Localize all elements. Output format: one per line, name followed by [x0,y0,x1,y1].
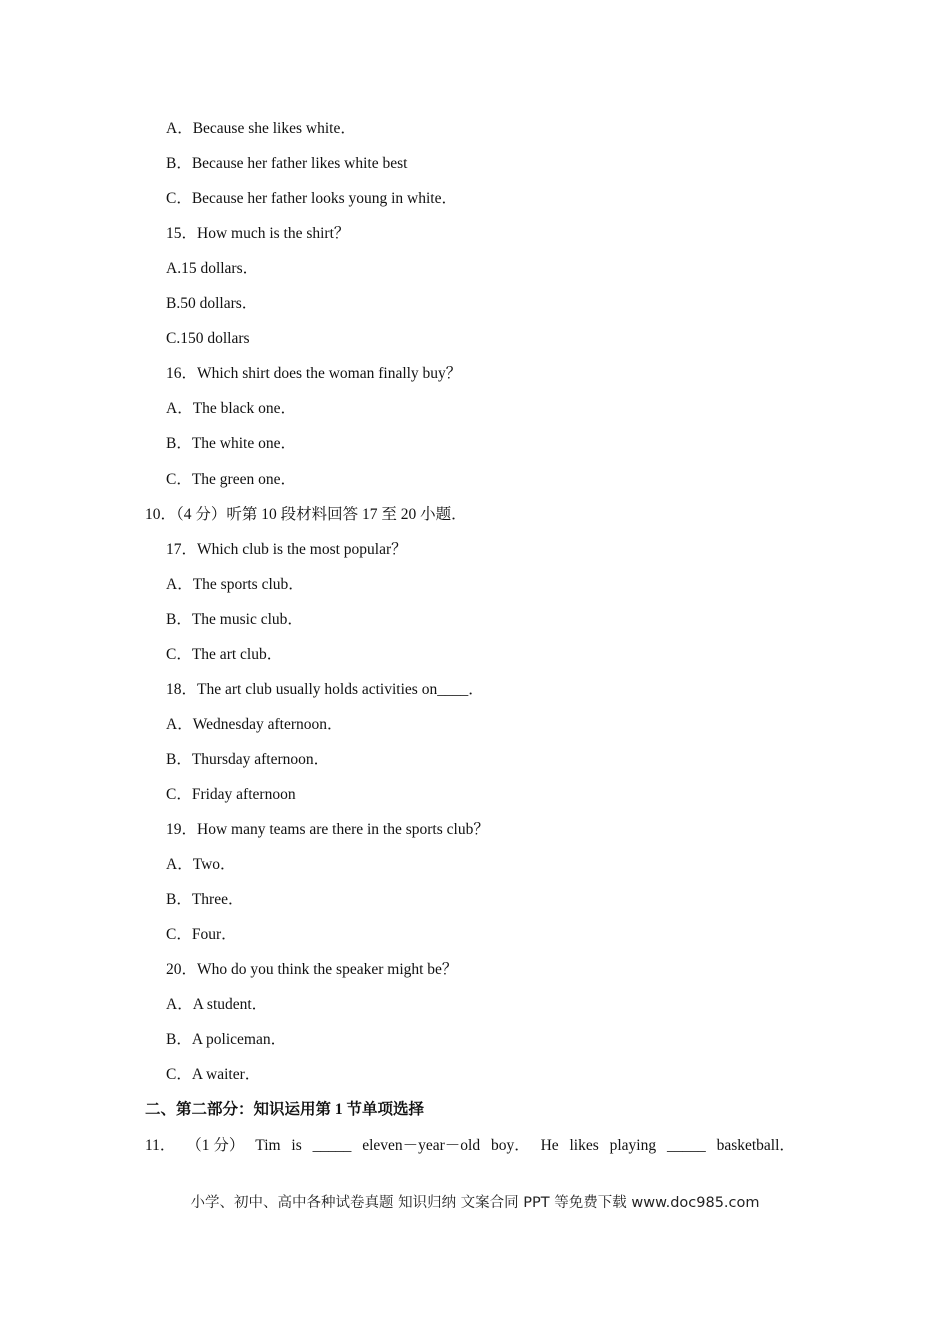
answer-option: C．The green one． [166,470,296,488]
q11-word: likes [569,1137,599,1154]
question-11 [145,1136,795,1156]
section-heading: 二、第二部分：知识运用第 1 节单项选择 [145,1101,425,1118]
answer-option: A．The sports club． [166,575,304,593]
answer-option: B．Thursday afternoon． [166,750,330,768]
answer-option: B．The music club． [166,610,303,628]
question-text: 15．How much is the shirt？ [166,225,350,243]
q11-word: eleven－year－old [362,1137,481,1154]
answer-option: A.15 dollars． [166,260,259,278]
q11-word: He [540,1137,559,1154]
question-text: 20．Who do you think the speaker might be？ [166,961,458,979]
q11-word: basketball． [716,1137,795,1154]
footer-banner: 小学、初中、高中各种试卷真题 知识归纳 文案合同 PPT 等免费下载 www.doc985.com [190,1195,760,1211]
answer-option: A．The black one． [166,400,296,418]
q11-word: （1 分） [186,1137,245,1154]
answer-option: B．Three． [166,891,244,909]
question-item: 10．（4 分）听第 10 段材料回答 17 至 20 小题． [145,505,467,523]
answer-option: A．Because she likes white． [166,120,356,137]
answer-option: B．The white one． [166,435,297,453]
q11-word: Tim [255,1137,281,1154]
answer-option: B.50 dollars． [166,295,258,313]
q11-word: 11． [145,1137,176,1154]
q11-word: playing [609,1137,657,1154]
answer-option: A．A student． [166,996,268,1014]
q11-word: boy． [490,1137,530,1154]
answer-option: B．Because her father likes white best [166,155,408,173]
answer-option: A．Two． [166,856,236,873]
q11-word: is [291,1137,302,1154]
q11-word: _____ [312,1137,352,1154]
answer-option: C.150 dollars [166,330,250,348]
question-text: 16．Which shirt does the woman finally buy？ [166,365,462,383]
q11-word: _____ [666,1137,706,1154]
question-text: 17．Which club is the most popular？ [166,540,407,558]
question-text: 19．How many teams are there in the sports club？ [166,821,489,838]
answer-option: C．A waiter． [166,1066,261,1084]
answer-option: C．Friday afternoon [166,785,296,803]
answer-option: B．A policeman． [166,1031,287,1049]
answer-option: C．Because her father looks young in white． [166,190,457,208]
answer-option: C．The art club． [166,645,283,663]
answer-option: A．Wednesday afternoon． [166,715,343,733]
answer-option: C．Four． [166,926,237,944]
question-text: 18．The art club usually holds activities on____． [166,680,484,698]
